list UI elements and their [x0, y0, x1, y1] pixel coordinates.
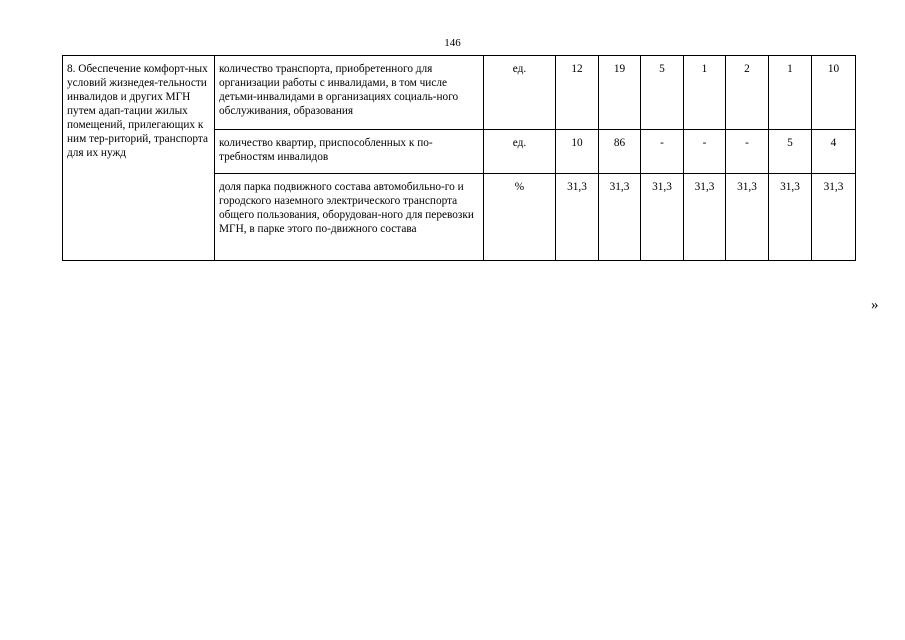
unit-cell: ед.: [484, 56, 556, 130]
objective-cell: 8. Обеспечение комфорт-ных условий жизнедея-тельности инвалидов и других МГН путем адап-тации жилых помещений, прилегающих к ним тер-риторий, транспорта для их нужд: [63, 56, 215, 261]
value-cell: 31,3: [769, 174, 812, 261]
indicator-cell: доля парка подвижного состава автомобильно-го и городского наземного электрического транспорта общего пользования, оборудован-ного для перевозки МГН, в парке этого по-движного состава: [215, 174, 484, 261]
page-number: 146: [444, 37, 461, 49]
indicator-cell: количество транспорта, приобретенного для организации работы с инвалидами, в том числе детьми-инвалидами в организациях социаль-ного обслуживания, образования: [215, 56, 484, 130]
value-cell: 31,3: [641, 174, 684, 261]
closing-quote: »: [871, 297, 879, 313]
value-cell: -: [726, 130, 769, 174]
value-cell: 10: [812, 56, 856, 130]
value-cell: 31,3: [684, 174, 726, 261]
value-cell: 19: [599, 56, 641, 130]
value-cell: 1: [769, 56, 812, 130]
value-cell: 86: [599, 130, 641, 174]
value-cell: 4: [812, 130, 856, 174]
value-cell: 1: [684, 56, 726, 130]
value-cell: 31,3: [726, 174, 769, 261]
value-cell: 10: [556, 130, 599, 174]
value-cell: 31,3: [812, 174, 856, 261]
value-cell: 12: [556, 56, 599, 130]
indicators-table: [62, 55, 856, 261]
value-cell: 5: [769, 130, 812, 174]
value-cell: -: [641, 130, 684, 174]
value-cell: 31,3: [556, 174, 599, 261]
value-cell: 2: [726, 56, 769, 130]
value-cell: 5: [641, 56, 684, 130]
value-cell: -: [684, 130, 726, 174]
value-cell: 31,3: [599, 174, 641, 261]
unit-cell: %: [484, 174, 556, 261]
table-row: [63, 56, 856, 130]
unit-cell: ед.: [484, 130, 556, 174]
indicator-cell: количество квартир, приспособленных к по-требностям инвалидов: [215, 130, 484, 174]
